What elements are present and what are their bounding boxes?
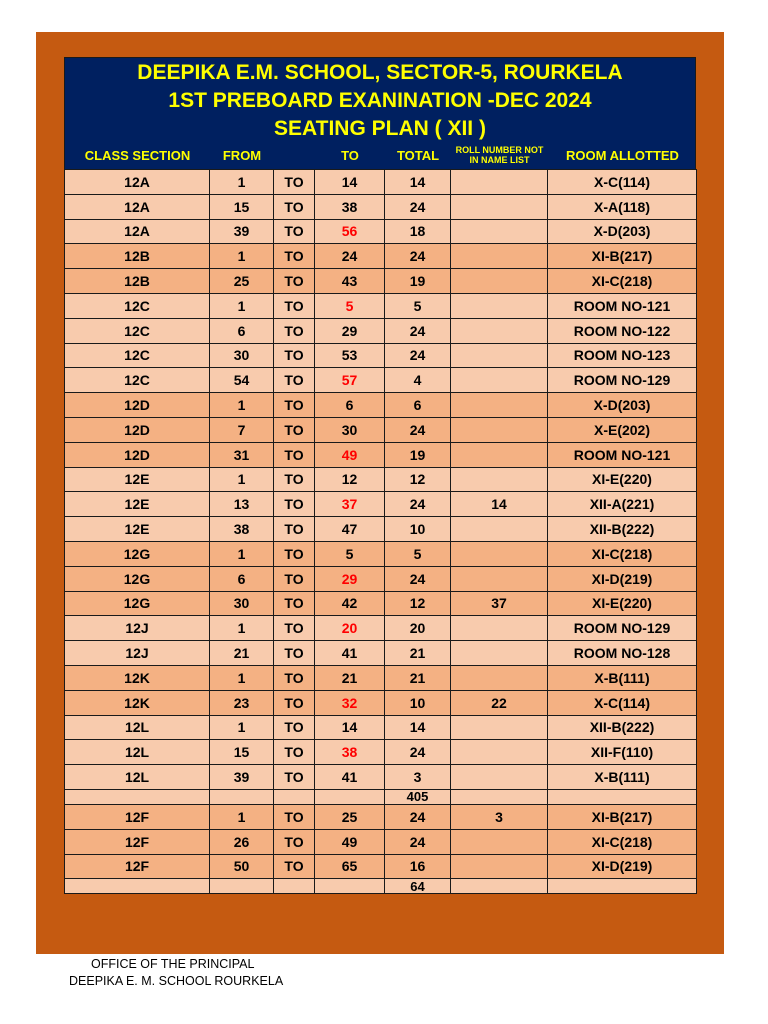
cell-to-separator: TO [274, 170, 315, 195]
cell-to-separator: TO [274, 417, 315, 442]
cell-roll-not-in-list: 3 [451, 804, 548, 829]
cell-roll-not-in-list [451, 740, 548, 765]
cell-total: 4 [385, 368, 451, 393]
seating-plan-sheet [64, 57, 696, 894]
cell-from: 15 [210, 194, 274, 219]
col-room-allotted: ROOM ALLOTTED [566, 148, 679, 163]
col-roll-not-in-list: ROLL NUMBER NOT IN NAME LIST [455, 145, 544, 165]
cell-class-section: 12D [65, 417, 210, 442]
cell-from: 50 [210, 854, 274, 879]
cell-total: 19 [385, 269, 451, 294]
cell-to-separator: TO [274, 293, 315, 318]
cell-to: 49 [315, 442, 385, 467]
col-class-section: CLASS SECTION [84, 148, 191, 163]
cell-class-section: 12L [65, 740, 210, 765]
cell-total: 21 [385, 665, 451, 690]
cell-roll-not-in-list [451, 170, 548, 195]
cell-room-allotted: ROOM NO-121 [548, 293, 697, 318]
table-row [65, 854, 697, 879]
cell-to-separator: TO [274, 690, 315, 715]
cell-roll-not-in-list [451, 641, 548, 666]
cell-room-allotted: XI-D(219) [548, 566, 697, 591]
cell-to-separator: TO [274, 591, 315, 616]
seating-table [64, 169, 697, 894]
cell-total: 10 [385, 517, 451, 542]
cell-roll-not-in-list [451, 854, 548, 879]
cell-total: 24 [385, 829, 451, 854]
cell-roll-not-in-list [451, 541, 548, 566]
cell-class-section: 12E [65, 467, 210, 492]
cell-class-section: 12J [65, 616, 210, 641]
cell-to: 20 [315, 616, 385, 641]
cell-to: 24 [315, 244, 385, 269]
col-from: FROM [222, 148, 262, 163]
cell-from: 26 [210, 829, 274, 854]
cell-roll-not-in-list [451, 829, 548, 854]
cell-to-separator: TO [274, 368, 315, 393]
cell-to: 41 [315, 765, 385, 790]
cell-to: 37 [315, 492, 385, 517]
cell-class-section: 12A [65, 194, 210, 219]
cell-to: 25 [315, 804, 385, 829]
table-row [65, 829, 697, 854]
cell-roll-not-in-list [451, 244, 548, 269]
cell-class-section: 12D [65, 393, 210, 418]
empty-cell [548, 879, 697, 894]
cell-to: 42 [315, 591, 385, 616]
cell-to: 43 [315, 269, 385, 294]
cell-to-separator: TO [274, 616, 315, 641]
cell-to-separator: TO [274, 393, 315, 418]
table-row [65, 170, 697, 195]
cell-class-section: 12C [65, 343, 210, 368]
signature-block [66, 956, 283, 990]
cell-class-section: 12F [65, 829, 210, 854]
cell-from: 1 [210, 804, 274, 829]
column-headers [65, 142, 695, 170]
cell-from: 23 [210, 690, 274, 715]
cell-room-allotted: X-B(111) [548, 665, 697, 690]
cell-to-separator: TO [274, 318, 315, 343]
cell-class-section: 12J [65, 641, 210, 666]
cell-to: 41 [315, 641, 385, 666]
cell-total: 14 [385, 170, 451, 195]
cell-from: 30 [210, 343, 274, 368]
cell-from: 1 [210, 665, 274, 690]
cell-to: 12 [315, 467, 385, 492]
cell-room-allotted: XII-B(222) [548, 715, 697, 740]
cell-class-section: 12G [65, 541, 210, 566]
cell-room-allotted: ROOM NO-121 [548, 442, 697, 467]
cell-class-section: 12K [65, 665, 210, 690]
table-row [65, 690, 697, 715]
cell-total: 12 [385, 467, 451, 492]
cell-to: 53 [315, 343, 385, 368]
table-row [65, 740, 697, 765]
cell-room-allotted: XI-E(220) [548, 591, 697, 616]
table-row [65, 269, 697, 294]
cell-roll-not-in-list [451, 417, 548, 442]
cell-to: 38 [315, 194, 385, 219]
cell-room-allotted: ROOM NO-123 [548, 343, 697, 368]
cell-class-section: 12B [65, 269, 210, 294]
cell-roll-not-in-list: 22 [451, 690, 548, 715]
cell-room-allotted: XI-C(218) [548, 269, 697, 294]
cell-total: 6 [385, 393, 451, 418]
cell-total: 24 [385, 194, 451, 219]
cell-room-allotted: XI-C(218) [548, 829, 697, 854]
empty-cell [451, 879, 548, 894]
cell-roll-not-in-list [451, 343, 548, 368]
cell-to-separator: TO [274, 467, 315, 492]
cell-room-allotted: XI-E(220) [548, 467, 697, 492]
cell-from: 1 [210, 616, 274, 641]
cell-roll-not-in-list [451, 616, 548, 641]
cell-to: 30 [315, 417, 385, 442]
cell-roll-not-in-list [451, 715, 548, 740]
cell-to-separator: TO [274, 765, 315, 790]
cell-from: 39 [210, 219, 274, 244]
cell-total: 5 [385, 541, 451, 566]
cell-roll-not-in-list [451, 368, 548, 393]
cell-to-separator: TO [274, 854, 315, 879]
cell-from: 6 [210, 566, 274, 591]
table-row [65, 616, 697, 641]
col-total: TOTAL [396, 148, 440, 163]
cell-room-allotted: XI-B(217) [548, 804, 697, 829]
cell-total: 12 [385, 591, 451, 616]
cell-total: 24 [385, 804, 451, 829]
cell-room-allotted: X-B(111) [548, 765, 697, 790]
subtotal-row [65, 789, 697, 804]
subtotal-value: 64 [385, 879, 451, 894]
cell-roll-not-in-list: 14 [451, 492, 548, 517]
empty-cell [274, 789, 315, 804]
cell-from: 6 [210, 318, 274, 343]
cell-class-section: 12E [65, 517, 210, 542]
cell-roll-not-in-list [451, 219, 548, 244]
cell-total: 19 [385, 442, 451, 467]
cell-class-section: 12K [65, 690, 210, 715]
cell-from: 1 [210, 170, 274, 195]
cell-class-section: 12L [65, 715, 210, 740]
cell-class-section: 12A [65, 170, 210, 195]
cell-roll-not-in-list [451, 269, 548, 294]
cell-to-separator: TO [274, 442, 315, 467]
cell-total: 5 [385, 293, 451, 318]
cell-from: 15 [210, 740, 274, 765]
table-row [65, 665, 697, 690]
cell-from: 38 [210, 517, 274, 542]
table-row [65, 591, 697, 616]
cell-room-allotted: ROOM NO-129 [548, 368, 697, 393]
cell-to-separator: TO [274, 343, 315, 368]
table-row [65, 804, 697, 829]
table-row [65, 566, 697, 591]
cell-from: 1 [210, 244, 274, 269]
cell-to-separator: TO [274, 641, 315, 666]
empty-cell [210, 789, 274, 804]
cell-to-separator: TO [274, 715, 315, 740]
table-row [65, 368, 697, 393]
cell-roll-not-in-list [451, 665, 548, 690]
cell-total: 24 [385, 318, 451, 343]
cell-total: 14 [385, 715, 451, 740]
sheet-header [64, 57, 696, 169]
cell-to: 21 [315, 665, 385, 690]
table-row [65, 442, 697, 467]
cell-to: 57 [315, 368, 385, 393]
cell-to: 49 [315, 829, 385, 854]
cell-to: 65 [315, 854, 385, 879]
cell-total: 24 [385, 417, 451, 442]
cell-to: 29 [315, 318, 385, 343]
empty-cell [274, 879, 315, 894]
cell-from: 1 [210, 715, 274, 740]
empty-cell [65, 789, 210, 804]
cell-class-section: 12C [65, 293, 210, 318]
cell-to: 29 [315, 566, 385, 591]
cell-roll-not-in-list [451, 467, 548, 492]
cell-roll-not-in-list [451, 293, 548, 318]
footer-school: DEEPIKA E. M. SCHOOL ROURKELA [69, 974, 284, 988]
cell-to: 5 [315, 293, 385, 318]
cell-total: 24 [385, 343, 451, 368]
table-row [65, 318, 697, 343]
cell-class-section: 12D [65, 442, 210, 467]
exam-title: 1ST PREBOARD EXANINATION -DEC 2024 [168, 89, 592, 112]
cell-to-separator: TO [274, 804, 315, 829]
table-row [65, 492, 697, 517]
cell-from: 25 [210, 269, 274, 294]
cell-room-allotted: ROOM NO-128 [548, 641, 697, 666]
cell-class-section: 12B [65, 244, 210, 269]
table-row [65, 393, 697, 418]
cell-class-section: 12G [65, 591, 210, 616]
cell-from: 30 [210, 591, 274, 616]
cell-total: 16 [385, 854, 451, 879]
cell-from: 13 [210, 492, 274, 517]
cell-class-section: 12C [65, 368, 210, 393]
empty-cell [65, 879, 210, 894]
cell-to-separator: TO [274, 244, 315, 269]
cell-roll-not-in-list [451, 765, 548, 790]
cell-from: 1 [210, 541, 274, 566]
cell-to-separator: TO [274, 665, 315, 690]
cell-to: 14 [315, 170, 385, 195]
cell-total: 24 [385, 492, 451, 517]
empty-cell [210, 879, 274, 894]
cell-room-allotted: X-C(114) [548, 170, 697, 195]
cell-room-allotted: XII-F(110) [548, 740, 697, 765]
cell-room-allotted: XII-B(222) [548, 517, 697, 542]
cell-class-section: 12G [65, 566, 210, 591]
school-name: DEEPIKA E.M. SCHOOL, SECTOR-5, ROURKELA [137, 61, 623, 84]
table-row [65, 293, 697, 318]
cell-to-separator: TO [274, 740, 315, 765]
table-row [65, 244, 697, 269]
cell-total: 24 [385, 244, 451, 269]
cell-to-separator: TO [274, 194, 315, 219]
cell-class-section: 12E [65, 492, 210, 517]
empty-cell [315, 789, 385, 804]
cell-from: 7 [210, 417, 274, 442]
plan-title: SEATING PLAN ( XII ) [274, 117, 486, 140]
cell-to-separator: TO [274, 492, 315, 517]
cell-total: 18 [385, 219, 451, 244]
cell-room-allotted: XII-A(221) [548, 492, 697, 517]
cell-total: 3 [385, 765, 451, 790]
table-row [65, 467, 697, 492]
cell-total: 20 [385, 616, 451, 641]
cell-from: 54 [210, 368, 274, 393]
empty-cell [315, 879, 385, 894]
cell-to-separator: TO [274, 541, 315, 566]
cell-from: 21 [210, 641, 274, 666]
empty-cell [451, 789, 548, 804]
cell-room-allotted: X-C(114) [548, 690, 697, 715]
table-row [65, 417, 697, 442]
col-to: TO [341, 148, 359, 163]
cell-class-section: 12L [65, 765, 210, 790]
cell-to-separator: TO [274, 269, 315, 294]
cell-to: 56 [315, 219, 385, 244]
table-row [65, 219, 697, 244]
cell-total: 21 [385, 641, 451, 666]
subtotal-value: 405 [385, 789, 451, 804]
cell-from: 1 [210, 293, 274, 318]
table-row [65, 194, 697, 219]
cell-room-allotted: ROOM NO-129 [548, 616, 697, 641]
cell-roll-not-in-list: 37 [451, 591, 548, 616]
cell-from: 39 [210, 765, 274, 790]
cell-roll-not-in-list [451, 393, 548, 418]
cell-to: 5 [315, 541, 385, 566]
subtotal-row [65, 879, 697, 894]
cell-to-separator: TO [274, 829, 315, 854]
cell-to-separator: TO [274, 566, 315, 591]
cell-room-allotted: ROOM NO-122 [548, 318, 697, 343]
cell-class-section: 12F [65, 804, 210, 829]
table-row [65, 765, 697, 790]
cell-roll-not-in-list [451, 517, 548, 542]
cell-room-allotted: XI-C(218) [548, 541, 697, 566]
cell-to-separator: TO [274, 517, 315, 542]
cell-room-allotted: X-D(203) [548, 393, 697, 418]
cell-total: 10 [385, 690, 451, 715]
cell-roll-not-in-list [451, 442, 548, 467]
cell-from: 1 [210, 467, 274, 492]
cell-room-allotted: XI-B(217) [548, 244, 697, 269]
cell-to: 14 [315, 715, 385, 740]
cell-room-allotted: X-A(118) [548, 194, 697, 219]
cell-room-allotted: XI-D(219) [548, 854, 697, 879]
cell-roll-not-in-list [451, 566, 548, 591]
cell-to-separator: TO [274, 219, 315, 244]
cell-total: 24 [385, 740, 451, 765]
cell-room-allotted: X-D(203) [548, 219, 697, 244]
table-row [65, 541, 697, 566]
cell-roll-not-in-list [451, 194, 548, 219]
cell-from: 1 [210, 393, 274, 418]
table-row [65, 641, 697, 666]
table-row [65, 517, 697, 542]
cell-from: 31 [210, 442, 274, 467]
table-row [65, 715, 697, 740]
cell-class-section: 12F [65, 854, 210, 879]
cell-room-allotted: X-E(202) [548, 417, 697, 442]
cell-class-section: 12C [65, 318, 210, 343]
cell-roll-not-in-list [451, 318, 548, 343]
cell-to: 6 [315, 393, 385, 418]
cell-class-section: 12A [65, 219, 210, 244]
footer-office: OFFICE OF THE PRINCIPAL [91, 957, 255, 971]
empty-cell [548, 789, 697, 804]
table-row [65, 343, 697, 368]
cell-to: 32 [315, 690, 385, 715]
cell-to: 38 [315, 740, 385, 765]
cell-total: 24 [385, 566, 451, 591]
cell-to: 47 [315, 517, 385, 542]
